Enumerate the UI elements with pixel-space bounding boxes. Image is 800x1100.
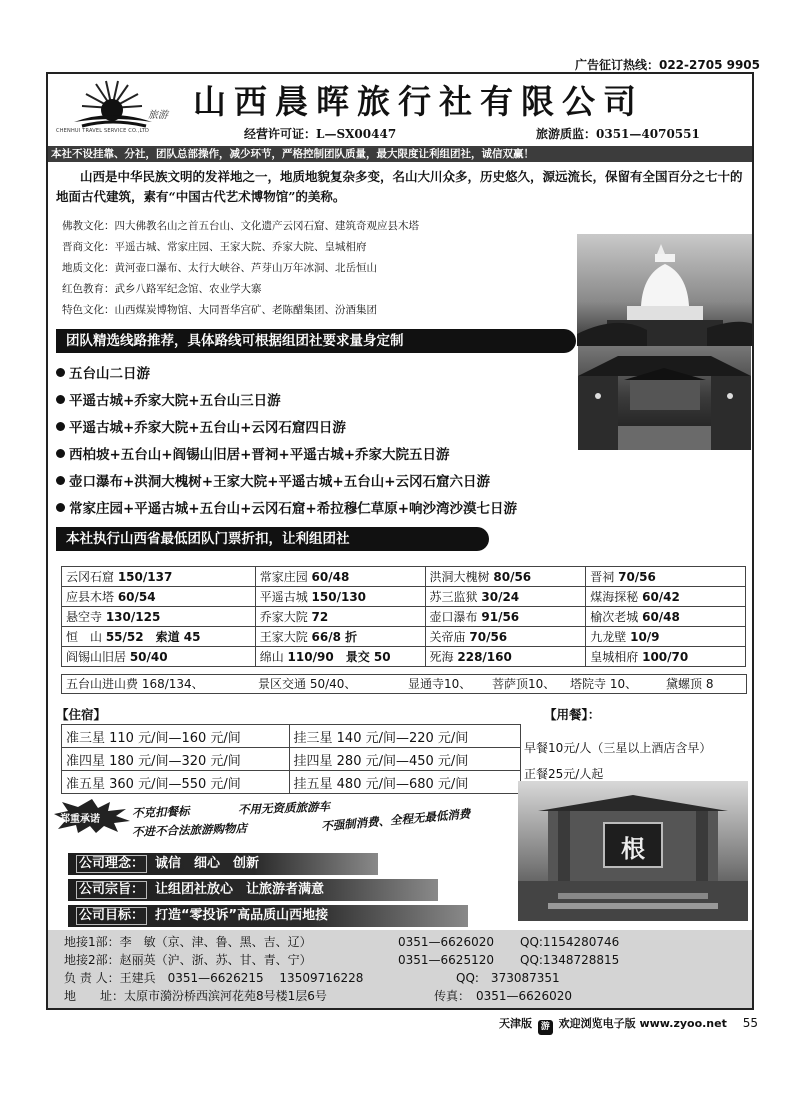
page-number: 55 (742, 1016, 758, 1030)
ticket-price: 91/56 (481, 610, 520, 624)
ticket-cell (586, 627, 746, 647)
ticket-site: 皇城相府 (590, 650, 643, 664)
ticket-site: 乔家大院 (259, 610, 312, 624)
ad-frame (46, 72, 754, 1010)
ticket-cell (425, 627, 586, 647)
route-text: 西柏坡+五台山+阎锡山旧居+晋祠+平遥古城+乔家大院五日游 (69, 447, 450, 463)
wutai-fee-item: 五台山进山费 168/134、 (66, 677, 204, 691)
ticket-price: 80/56 (493, 570, 532, 584)
ticket-cell (425, 647, 586, 667)
motto-key: 公司宗旨： (76, 881, 147, 899)
contact-qq: QQ:1154280746 (520, 935, 620, 949)
footer-edition: 天津版 (498, 1017, 532, 1030)
motto-key: 公司理念： (76, 855, 147, 873)
photo-gate (518, 781, 748, 921)
ticket-price: 72 (311, 610, 329, 624)
bullet-icon (56, 368, 65, 377)
lodging-cell: 挂五星 480 元/间—680 元/间 (289, 771, 520, 794)
lodging-heading: 【住宿】 (56, 707, 107, 722)
ticket-site: 九龙壁 (590, 630, 631, 644)
wutai-fee-item: 显通寺10、 (408, 677, 472, 691)
ticket-price: 70/56 (618, 570, 656, 584)
ticket-extra: 索道 45 (143, 630, 201, 644)
ticket-site: 阎锡山旧居 (66, 650, 130, 664)
motto-value: 让组团社放心 让旅游者满意 (155, 882, 325, 897)
ticket-price: 150/130 (311, 590, 367, 604)
ticket-site: 云冈石窟 (66, 570, 118, 584)
contact-row (64, 933, 752, 951)
culture-item: 特色文化：山西煤炭博物馆、大同晋华宫矿、老陈醋集团、汾酒集团 (62, 304, 377, 316)
ticket-cell (586, 587, 746, 607)
ticket-cell (255, 627, 425, 647)
ticket-cell (62, 587, 256, 607)
contact-name: 地接2部：赵丽英（沪、浙、苏、甘、青、宁） (64, 953, 312, 967)
promise-item: 不克扣餐标 (131, 804, 190, 820)
intro-paragraph: 山西是中华民族文明的发祥地之一，地质地貌复杂多变，名山大川众多，历史悠久，源远流长，保留有全国百分之七十的地面古代建筑，素有“中国古代艺术博物馆”的美称。 (56, 169, 743, 204)
company-title: 山西晨晖旅行社有限公司 (193, 82, 644, 121)
ticket-site: 平遥古城 (259, 590, 312, 604)
ticket-row (62, 647, 746, 667)
contact-row (64, 987, 752, 1005)
ticket-row (62, 607, 746, 627)
ticket-price: 10/9 (630, 630, 660, 644)
wutai-fee-item: 黛螺顶 8 (666, 677, 714, 691)
culture-item: 地质文化：黄河壶口瀑布、太行大峡谷、芦芽山万年冰洞、北岳恒山 (62, 262, 377, 274)
promise-label: 郑重承诺 (60, 814, 100, 825)
ticket-cell (62, 567, 256, 587)
lodging-cell: 准三星 110 元/间—160 元/间 (62, 725, 290, 748)
ticket-cell (255, 607, 425, 627)
ticket-price: 228/160 (457, 650, 512, 664)
ticket-price: 100/70 (642, 650, 689, 664)
route-item (56, 361, 754, 388)
ticket-cell (425, 587, 586, 607)
bullet-icon (56, 503, 65, 512)
logo-chinese: 旅游 (148, 110, 168, 121)
gate-sign: 根 (621, 834, 645, 863)
route-list (56, 361, 754, 523)
ticket-cell (586, 567, 746, 587)
ticket-price: 60/48 (642, 610, 680, 624)
ticket-price: 50/40 (129, 650, 168, 664)
ticket-extra: 景交 50 (333, 650, 391, 664)
lodging-row (62, 748, 521, 771)
bullet-icon (56, 449, 65, 458)
hotline: 广告征订热线：022-2705 9905 (574, 58, 760, 72)
ticket-cell (255, 647, 425, 667)
promise-item: 不强制消费、全程无最低消费 (320, 806, 471, 834)
ticket-price: 70/56 (469, 630, 508, 644)
route-item (56, 469, 754, 496)
meal-breakfast: 早餐10元/人（三星以上酒店含早） (524, 741, 712, 755)
meal-dinner: 正餐25元/人起 (524, 767, 604, 781)
photo-white-pagoda (577, 234, 753, 346)
ticket-price: 30/24 (481, 590, 520, 604)
bullet-icon (56, 422, 65, 431)
promise-item: 不进不合法旅游购物店 (131, 820, 248, 840)
motto-value: 打造“零投诉”高品质山西地接 (155, 908, 329, 923)
ticket-price: 60/48 (311, 570, 350, 584)
ticket-cell (255, 567, 425, 587)
ticket-cell (62, 627, 256, 647)
route-text: 五台山二日游 (69, 366, 150, 382)
promise-item: 不用无资质旅游车 (237, 799, 331, 817)
lodging-row (62, 725, 521, 748)
contact-row (64, 969, 752, 987)
lodging-table (61, 724, 521, 794)
ticket-row (62, 627, 746, 647)
culture-item: 佛教文化：四大佛教名山之首五台山、文化遗产云冈石窟、建筑奇观应县木塔 (62, 220, 419, 232)
contact-qq: QQ:1348728815 (520, 953, 620, 967)
culture-list (62, 216, 582, 321)
ticket-price: 55/52 (105, 630, 144, 644)
contact-row (64, 951, 752, 969)
ticket-row (62, 567, 746, 587)
ticket-price: 150/137 (117, 570, 173, 584)
lodging-cell: 挂三星 140 元/间—220 元/间 (289, 725, 520, 748)
motto-value: 诚信 细心 创新 (155, 856, 260, 871)
ticket-cell (425, 567, 586, 587)
lodging-cell: 准五星 360 元/间—550 元/间 (62, 771, 290, 794)
contact-block (48, 930, 752, 1008)
ticket-site: 煤海探秘 (590, 590, 643, 604)
meal-info (524, 735, 711, 787)
route-item (56, 415, 754, 442)
footer-text[interactable]: 欢迎浏览电子版 www.zyoo.net (558, 1017, 727, 1030)
route-heading-bar: 团队精选线路推荐，具体路线可根据组团社要求量身定制 (56, 329, 576, 353)
ticket-price: 130/125 (105, 610, 161, 624)
wutai-fee-item: 塔院寺 10、 (570, 677, 638, 691)
ticket-cell (586, 647, 746, 667)
ticket-site: 恒 山 (66, 630, 106, 644)
ticket-price: 110/90 (287, 650, 334, 664)
bullet-icon (56, 395, 65, 404)
route-item (56, 496, 754, 523)
header (48, 74, 752, 146)
bullet-icon (56, 476, 65, 485)
ticket-site: 洪洞大槐树 (429, 570, 494, 584)
quality-supervision: 旅游质监：0351—4070551 (536, 127, 700, 141)
ticket-cell (62, 607, 256, 627)
lodging-row (62, 771, 521, 794)
ticket-site: 壶口瀑布 (429, 610, 482, 624)
culture-item: 晋商文化：平遥古城、常家庄园、王家大院、乔家大院、皇城相府 (62, 241, 367, 253)
logo-english: CHENHUI TRAVEL SERVICE CO.,LTD (56, 128, 150, 134)
ticket-site: 关帝庙 (429, 630, 470, 644)
ticket-cell (425, 607, 586, 627)
lodging-cell: 准四星 180 元/间—320 元/间 (62, 748, 290, 771)
ticket-site: 绵山 (259, 650, 288, 664)
route-item (56, 442, 754, 469)
motto-key: 公司目标： (76, 907, 147, 925)
ticket-cell (62, 647, 256, 667)
route-text: 平遥古城+乔家大院+五台山三日游 (69, 393, 281, 409)
contact-qq: QQ: 373087351 (456, 971, 560, 985)
contact-phone: 0351—6625120 (398, 953, 494, 967)
license-number: 经营许可证：L—SX00447 (244, 127, 397, 141)
motto-bar (68, 905, 468, 927)
ticket-cell (586, 607, 746, 627)
footer (499, 1015, 758, 1035)
ticket-site: 应县木塔 (66, 590, 118, 604)
route-text: 壶口瀑布+洪洞大槐树+王家大院+平遥古城+五台山+云冈石窟六日游 (69, 474, 491, 490)
motto-bar (68, 853, 378, 875)
ticket-site: 苏三监狱 (429, 590, 482, 604)
ticket-price: 60/42 (642, 590, 680, 604)
route-text: 常家庄园+平遥古城+五台山+云冈石窟+希拉穆仁草原+响沙湾沙漠七日游 (69, 501, 518, 517)
ticket-site: 王家大院 (259, 630, 312, 644)
ticket-price: 60/54 (117, 590, 156, 604)
company-logo (52, 78, 180, 142)
ticket-site: 晋祠 (590, 570, 619, 584)
ticket-row (62, 587, 746, 607)
ticket-site: 常家庄园 (259, 570, 312, 584)
route-item (56, 388, 754, 415)
ticket-cell (255, 587, 425, 607)
culture-item: 红色教育：武乡八路军纪念馆、农业学大寨 (62, 283, 262, 295)
meal-heading: 【用餐】： (544, 707, 601, 722)
ticket-extra: 折 (340, 630, 358, 644)
route-text: 平遥古城+乔家大院+五台山+云冈石窟四日游 (69, 420, 346, 436)
wutai-fee-item: 菩萨顶10、 (492, 677, 556, 691)
contact-name: 负 责 人：王建兵 0351—6626215 13509716228 (64, 971, 364, 985)
ticket-heading-bar: 本社执行山西省最低团队门票折扣，让利组团社 (56, 527, 489, 551)
slogan-bar: 本社不设挂靠、分社，团队总部操作，减少环节，严格控制团队质量，最大限度让利组团社，诚信双赢！ (48, 146, 752, 162)
contact-phone: 0351—6626020 (398, 935, 494, 949)
contact-name: 地接1部：李 敏（京、津、鲁、黑、吉、辽） (64, 935, 312, 949)
contact-address: 地 址：太原市漪汾桥西滨河花苑8号楼1层6号 (64, 989, 327, 1003)
lodging-cell: 挂四星 280 元/间—450 元/间 (289, 748, 520, 771)
ticket-site: 死海 (429, 650, 458, 664)
seal-icon: 游 (538, 1020, 553, 1035)
wutai-fee-row (61, 674, 747, 694)
motto-bar (68, 879, 438, 901)
ticket-price: 66/8 (311, 630, 341, 644)
wutai-fee-item: 景区交通 50/40、 (258, 677, 357, 691)
ticket-site: 榆次老城 (590, 610, 643, 624)
ticket-table (61, 566, 746, 667)
contact-fax: 传真： 0351—6626020 (434, 989, 572, 1003)
ticket-site: 悬空寺 (66, 610, 106, 624)
